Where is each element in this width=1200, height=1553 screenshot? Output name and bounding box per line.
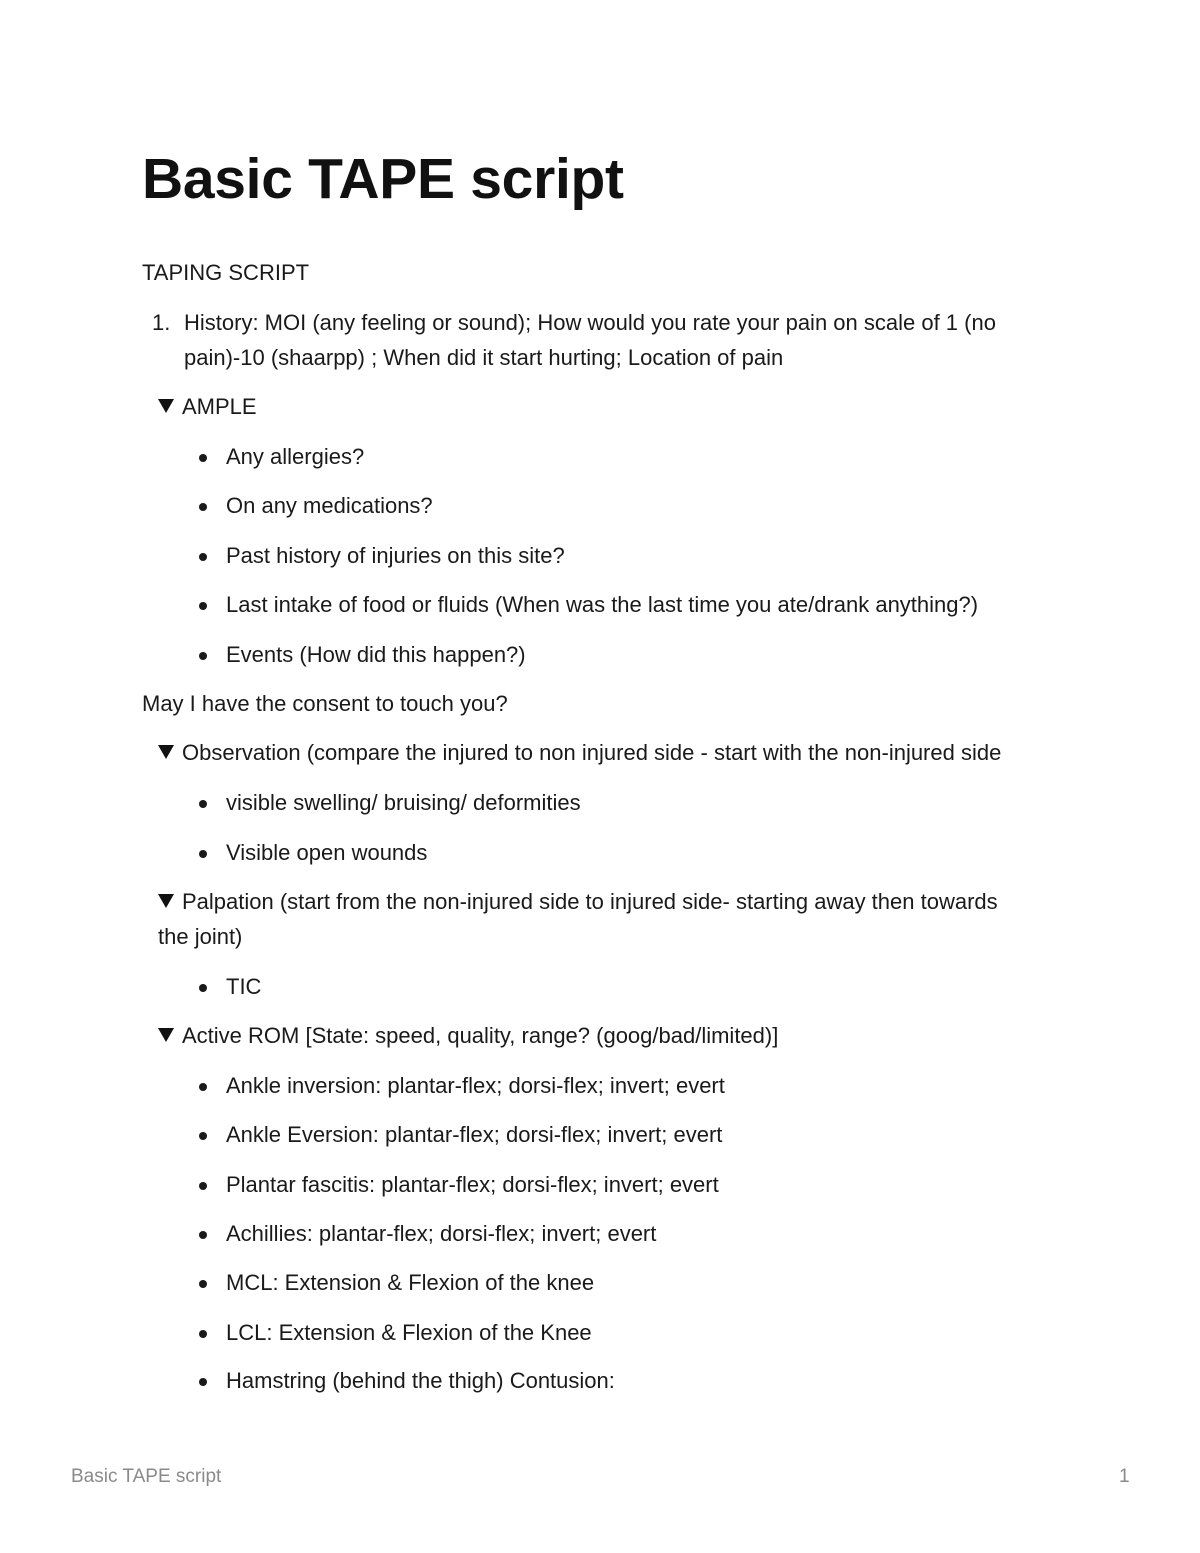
active-rom-item: LCL: Extension & Flexion of the Knee: [226, 1320, 592, 1345]
active-rom-item: Ankle inversion: plantar-flex; dorsi-flex; invert; evert: [226, 1073, 725, 1098]
active-rom-item: Plantar fascitis: plantar-flex; dorsi-flex; invert; evert: [226, 1172, 719, 1197]
bullet-icon: [199, 1132, 207, 1140]
footer-page-number: 1: [1119, 1466, 1130, 1487]
history-number: 1.: [152, 310, 171, 335]
document-title: Basic TAPE script: [142, 147, 624, 211]
consent-question: May I have the consent to touch you?: [142, 691, 508, 716]
ample-item: Last intake of food or fluids (When was the last time you ate/drank anything?): [226, 592, 979, 617]
ample-item: Events (How did this happen?): [226, 642, 526, 667]
bullet-icon: [199, 1330, 207, 1338]
observation-toggle[interactable]: [158, 735, 1001, 770]
active-rom-item: Achillies: plantar-flex; dorsi-flex; invert; evert: [226, 1221, 657, 1246]
palpation-toggle[interactable]: [158, 884, 998, 919]
palpation-item: TIC: [226, 974, 262, 999]
bullet-icon: [199, 652, 207, 660]
bullet-icon: [199, 503, 207, 511]
bullet-icon: [199, 1182, 207, 1190]
ample-item: Past history of injuries on this site?: [226, 543, 565, 568]
active-rom-item: Hamstring (behind the thigh) Contusion:: [226, 1368, 615, 1393]
bullet-icon: [199, 553, 207, 561]
observation-label: Observation (compare the injured to non injured side - start with the non-injured side: [182, 740, 1002, 765]
bullet-icon: [199, 1083, 207, 1091]
toggle-triangle-icon[interactable]: [158, 894, 174, 908]
active-rom-item: MCL: Extension & Flexion of the knee: [226, 1270, 595, 1295]
bullet-icon: [199, 602, 207, 610]
ample-toggle[interactable]: [158, 389, 257, 424]
ample-label: AMPLE: [182, 394, 257, 419]
active-rom-label: Active ROM [State: speed, quality, range? (goog/bad/limited)]: [182, 1023, 779, 1048]
bullet-icon: [199, 1280, 207, 1288]
bullet-icon: [199, 850, 207, 858]
bullet-icon: [199, 984, 207, 992]
bullet-icon: [199, 1231, 207, 1239]
palpation-label-line-2: the joint): [158, 924, 243, 949]
section-heading: TAPING SCRIPT: [142, 260, 310, 285]
toggle-triangle-icon[interactable]: [158, 1028, 174, 1042]
observation-item: Visible open wounds: [226, 840, 428, 865]
palpation-label-line-1: Palpation (start from the non-injured side to injured side- starting away then towards: [182, 889, 998, 914]
history-line-1: History: MOI (any feeling or sound); How would you rate your pain on scale of 1 (no: [184, 310, 996, 335]
toggle-triangle-icon[interactable]: [158, 745, 174, 759]
observation-item: visible swelling/ bruising/ deformities: [226, 790, 581, 815]
bullet-icon: [199, 800, 207, 808]
history-line-2: pain)-10 (shaarpp) ; When did it start hurting; Location of pain: [184, 345, 784, 370]
bullet-icon: [199, 454, 207, 462]
footer-title: Basic TAPE script: [71, 1466, 222, 1487]
ample-item: Any allergies?: [226, 444, 365, 469]
active-rom-item: Ankle Eversion: plantar-flex; dorsi-flex; invert; evert: [226, 1122, 723, 1147]
bullet-icon: [199, 1378, 207, 1386]
active-rom-toggle[interactable]: [158, 1018, 778, 1053]
ample-item: On any medications?: [226, 493, 433, 518]
toggle-triangle-icon[interactable]: [158, 399, 174, 413]
